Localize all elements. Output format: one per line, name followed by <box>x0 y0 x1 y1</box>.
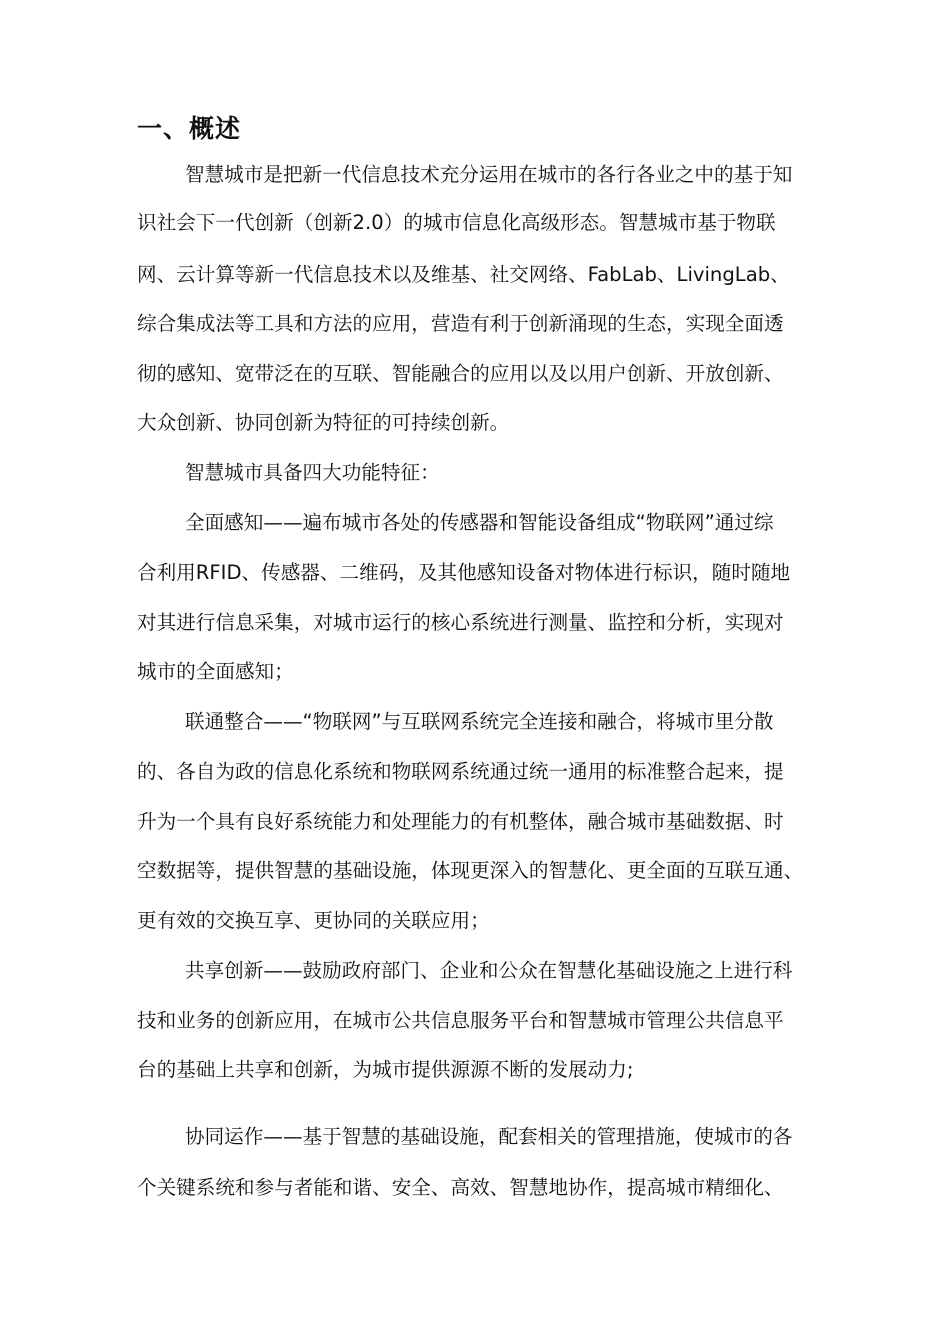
paragraph-line: 更有效的交换互享、更协同的关联应用； <box>137 909 490 932</box>
paragraph-line: 对其进行信息采集，对城市运行的核心系统进行测量、监控和分析，实现对 <box>137 611 784 634</box>
paragraph-line: 城市的全面感知； <box>137 660 294 683</box>
paragraph-line: 个关键系统和参与者能和谐、安全、高效、智慧地协作，提高城市精细化、 <box>137 1176 784 1199</box>
paragraph-line: 合利用RFID、传感器、二维码，及其他感知设备对物体进行标识，随时随地 <box>137 561 791 584</box>
paragraph-line: 彻的感知、宽带泛在的互联、智能融合的应用以及以用户创新、开放创新、 <box>137 362 784 385</box>
paragraph-line: 台的基础上共享和创新，为城市提供源源不断的发展动力; <box>137 1058 634 1081</box>
paragraph-line: 综合集成法等工具和方法的应用，营造有利于创新涌现的生态，实现全面透 <box>137 312 784 335</box>
section-heading: 一、概述 <box>137 114 242 143</box>
paragraph-line: 空数据等，提供智慧的基础设施，体现更深入的智慧化、更全面的互联互通、 <box>137 859 804 882</box>
paragraph-line: 智慧城市是把新一代信息技术充分运用在城市的各行各业之中的基于知 <box>185 163 793 186</box>
paragraph-line: 联通整合——“物联网”与互联网系统完全连接和融合，将城市里分散 <box>185 710 774 733</box>
paragraph-line: 技和业务的创新应用，在城市公共信息服务平台和智慧城市管理公共信息平 <box>137 1009 784 1032</box>
paragraph-line: 升为一个具有良好系统能力和处理能力的有机整体，融合城市基础数据、时 <box>137 810 784 833</box>
paragraph-line: 智慧城市具备四大功能特征： <box>185 461 440 484</box>
paragraph-line: 全面感知——遍布城市各处的传感器和智能设备组成“物联网”通过综 <box>185 511 774 534</box>
paragraph-line: 的、各自为政的信息化系统和物联网系统通过统一通用的标准整合起来，提 <box>137 760 784 783</box>
paragraph-line: 识社会下一代创新（创新2.0）的城市信息化高级形态。智慧城市基于物联 <box>137 211 776 234</box>
paragraph-line: 共享创新——鼓励政府部门、企业和公众在智慧化基础设施之上进行科 <box>185 959 793 982</box>
paragraph-line: 协同运作——基于智慧的基础设施，配套相关的管理措施，使城市的各 <box>185 1125 793 1148</box>
paragraph-line: 大众创新、协同创新为特征的可持续创新。 <box>137 411 510 434</box>
paragraph-line: 网、云计算等新一代信息技术以及维基、社交网络、FabLab、LivingLab、 <box>137 263 790 286</box>
